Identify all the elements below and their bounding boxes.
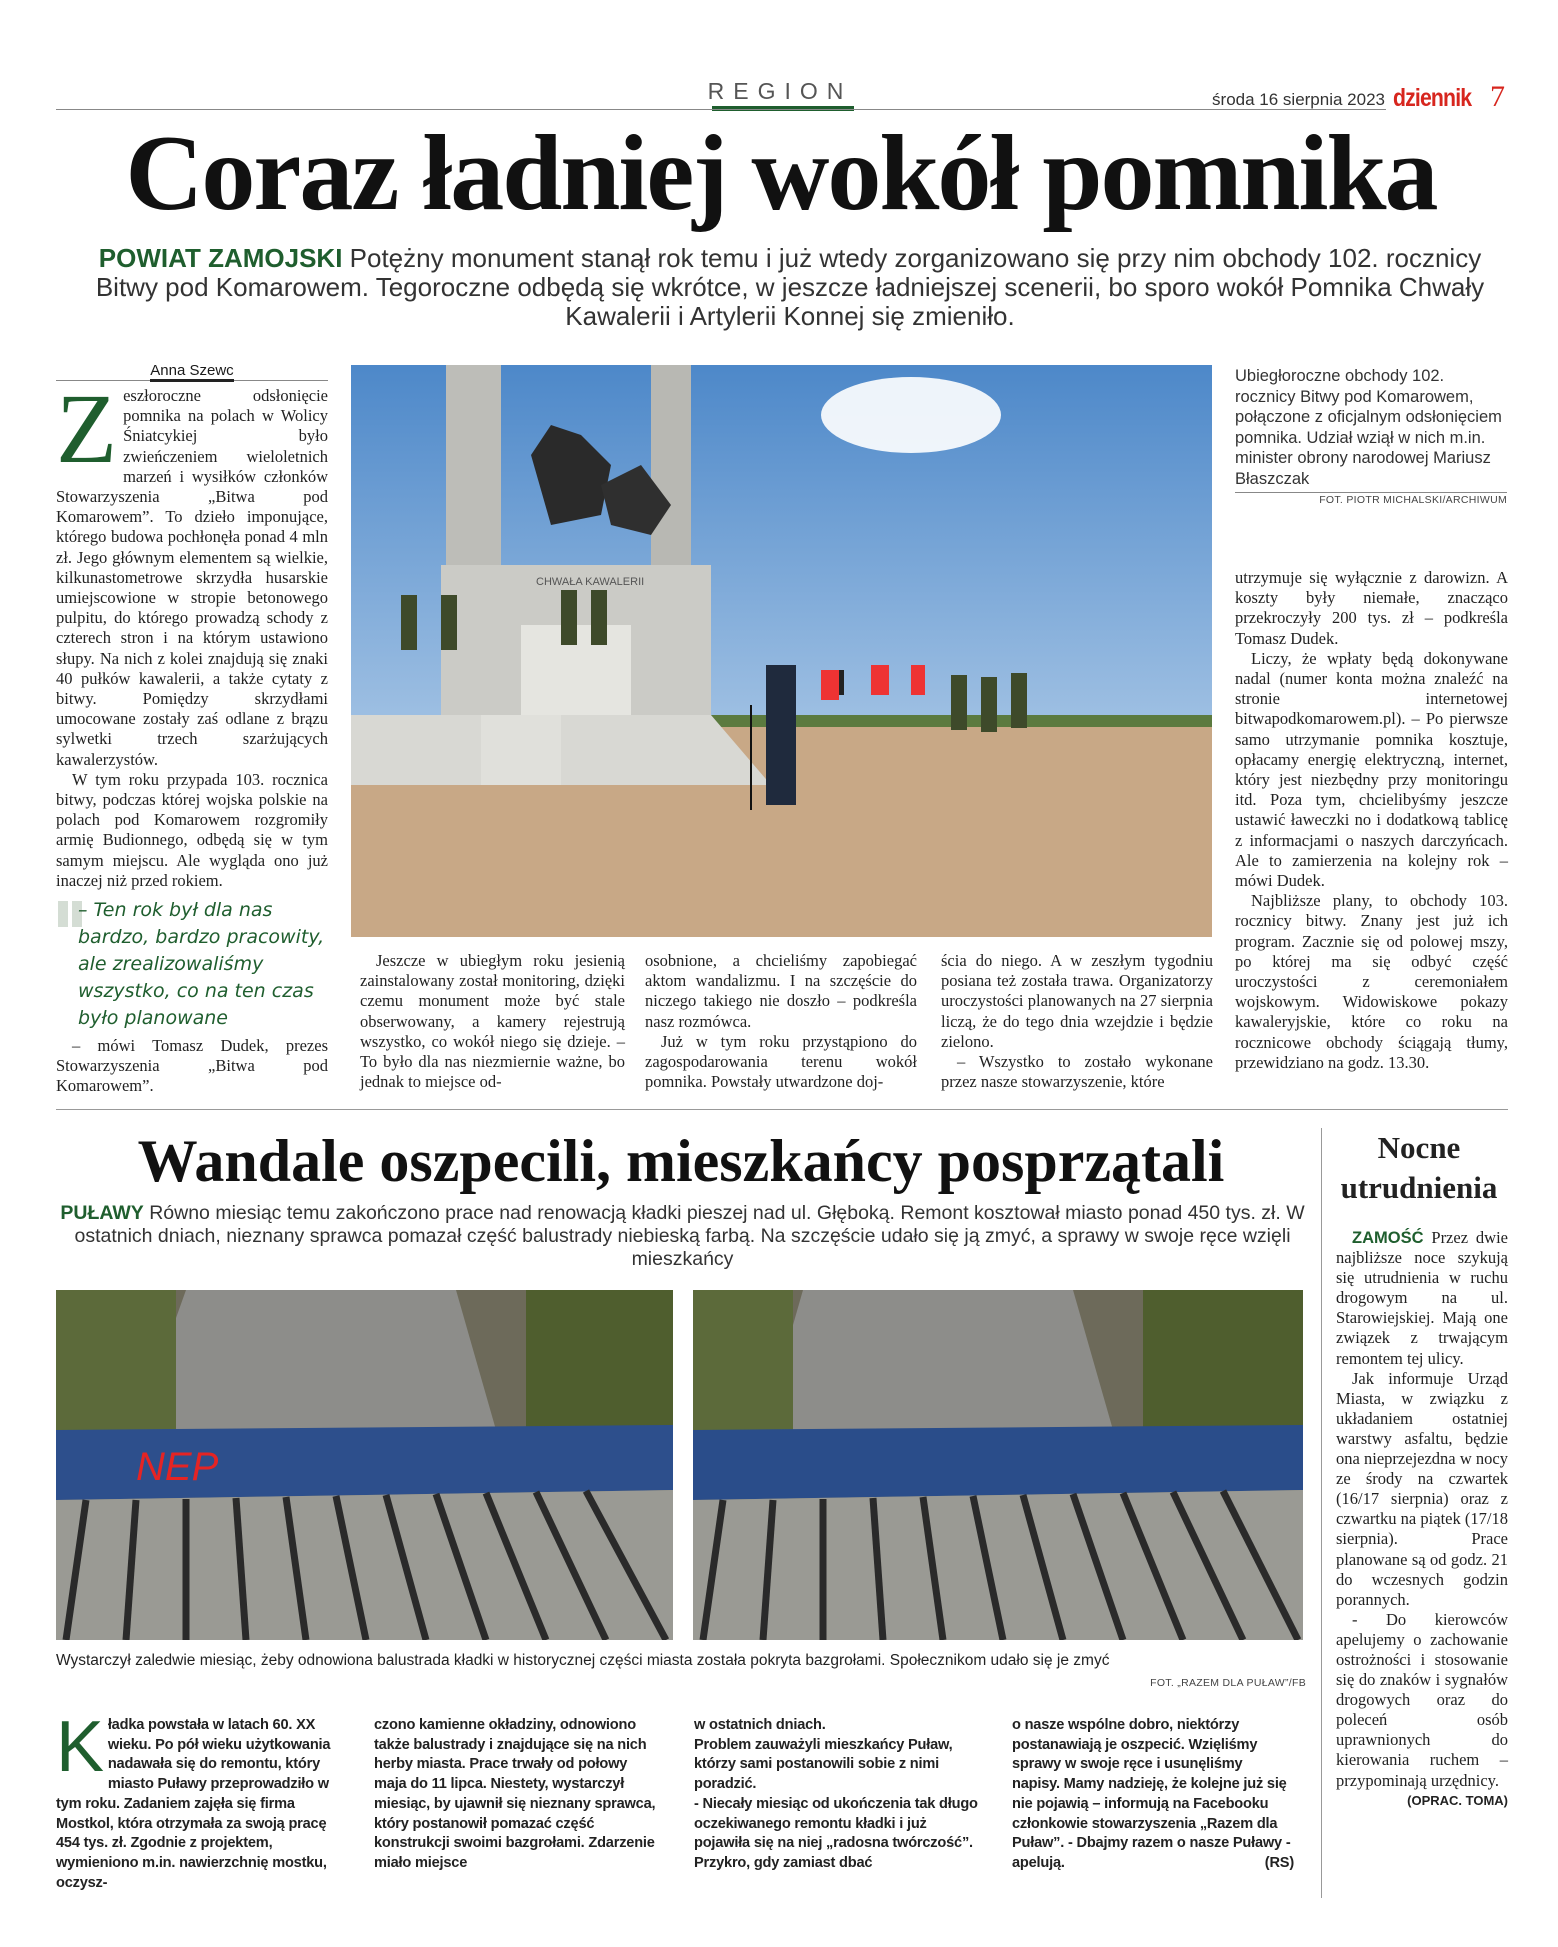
paragraph: Jeszcze w ubiegłym roku jesienią zainstalowany został monitoring, dzięki czemu monument może być stale obserwowany, a kamery rejestrują wszystko, co wokół niego się dzieje. – To było dla nas niezmiernie ważne, bo jednak to miejsce od- — [360, 951, 625, 1092]
paragraph: - Niecały miesiąc od ukończenia tak długo oczekiwanego remontu kładki i już pojawiła się na niej „radosna twórczość”. Przykro, gdy zamiast dbać — [694, 1795, 978, 1871]
paragraph: - Do kierowców apelujemy o zachowanie ostrożności i stosowanie się do znaków i sygnałów drogowych oraz do poleceń osób uprawnionych do kierowania ruchem – przypominają urzędnicy. — [1336, 1609, 1508, 1790]
photo-caption: Ubiegłoroczne obchody 102. rocznicy Bitwy pod Komarowem, połączone z oficjalnym odsłonięciem pomnika. Udział wziął w nich m.in. minister obrony narodowej Mariusz Błaszczak — [1235, 366, 1507, 493]
paragraph: eszłoroczne odsłonięcie pomnika na polach w Wolicy Śniatcykiej było zwieńczeniem wieloletnich marzeń i wysiłków członków Stowarzyszenia „Bitwa pod Komarowem”. To dzieło imponujące, którego budowa pochłonęła ponad 4 mln zł. Jego głównym elementem są wielkie, kilkunastometrowe skrzydła husarskie umiejscowione w stropie betonowego pulpitu, do którego prowadzą schody z czterech stron i na którym ustawiono słupy. Na nich z kolei znajdują się znaki 40 pułków kawalerii, a także cytaty z bitwy. Pomiędzy skrzydłami umocowane zostały zaś odlane z brązu sylwetki trzech szarżujących kawalerzystów. — [56, 386, 328, 769]
pull-quote-text: – Ten rok był dla nas bardzo, bardzo pracowity, ale zrealizowaliśmy wszystko, co na ten czas było planowane — [78, 899, 325, 1030]
author-signature: (OPRAC. TOMA) — [1407, 1792, 1508, 1808]
sidebar-article — [1336, 1228, 1508, 1811]
article-lede — [70, 244, 1510, 331]
paragraph: o nasze wspólne dobro, niektórzy postanawiają je oszpecić. Wzięliśmy sprawy w swoje ręce i usunęliśmy napisy. Mamy nadzieję, że kolejne już się nie pojawią – informują na Facebooku członkowie stowarzyszenia „Razem dla Puław”. - Dbajmy razem o nasze Puławy - apelują. — [1012, 1717, 1291, 1871]
quote-attribution: – mówi Tomasz Dudek, prezes Stowarzyszenia „Bitwa pod Komarowem”. — [56, 1036, 328, 1096]
article-column-2 — [374, 1716, 662, 1874]
article-column-1 — [56, 373, 328, 1097]
paragraph: w ostatnich dniach. — [694, 1717, 826, 1733]
paragraph: osobnione, a chcieliśmy zapobiegać aktom wandalizmu. I na szczęście do niczego takiego nie doszło – podkreśla nasz rozmówca. — [645, 951, 917, 1031]
pull-quote — [56, 897, 328, 1032]
lede-kicker: POWIAT ZAMOJSKI — [98, 243, 343, 273]
drop-cap: Z — [56, 373, 118, 484]
bridge-photo-before — [56, 1290, 673, 1640]
paragraph: utrzymuje się wyłącznie z darowizn. A koszty były niemałe, znacząco przekroczyły 200 tys. zł – podkreśla Tomasz Dudek. — [1235, 568, 1508, 648]
article-column-3 — [645, 951, 917, 1092]
sidebar-headline: Nocne utrudnienia — [1340, 1130, 1498, 1205]
section-divider — [56, 1109, 1508, 1110]
paragraph: Przez dwie najbliższe noce szykują się utrudnienia w ruchu drogowym na ul. Starowiejskiej. Mają one związek z trwającym remontem tej ulicy. — [1336, 1228, 1508, 1368]
paragraph: Problem zauważyli mieszkańcy Puław, którzy sami postanowili sobie z nimi poradzić. — [694, 1736, 953, 1793]
issue-date: środa 16 sierpnia 2023 — [1212, 90, 1385, 109]
paragraph: Jak informuje Urząd Miasta, w związku z układaniem ostatniej warstwy asfaltu, będzie ona nieprzejezdna w nocy ze środy na czwartek (16/17 sierpnia) oraz z czwartku na piątek (17/18 sierpnia). Prace planowane są od godz. 21 do wczesnych godzin porannych. — [1336, 1368, 1508, 1609]
article-column-3 — [694, 1716, 982, 1874]
author-name: Anna Szewc — [150, 362, 233, 382]
photo-caption-block — [1235, 366, 1507, 507]
monument-inscription: CHWAŁA KAWALERII — [536, 576, 645, 588]
photo-credit: FOT. „RAZEM DLA PUŁAW”/FB — [1150, 1677, 1306, 1689]
section-label: REGION — [707, 78, 853, 104]
article-column-2 — [360, 951, 625, 1092]
article-column-4 — [941, 951, 1213, 1092]
author-signature: (RS) — [1264, 1854, 1294, 1871]
page-number: 7 — [1490, 80, 1505, 113]
newspaper-logo: dziennik — [1393, 84, 1472, 112]
article-column-4 — [1012, 1716, 1294, 1874]
column-divider — [1321, 1128, 1322, 1898]
paragraph: – Wszystko to zostało wykonane przez nasze stowarzyszenie, które — [941, 1052, 1213, 1092]
monument-photo — [351, 365, 1212, 937]
lede-text: Potężny monument stanął rok temu i już wtedy zorganizowano się przy nim obchody 102. rocznicy Bitwy pod Komarowem. Tegoroczne odbędą się wkrótce, w jeszcze ładniejszej scenerii, bo sporo wokół Pomnika Chwały Kawalerii i Artylerii Konnej się zmieniło. — [95, 243, 1485, 331]
lede-kicker: PUŁAWY — [60, 1202, 144, 1224]
article-column-1 — [56, 1707, 344, 1893]
photo-caption: Wystarczył zaledwie miesiąc, żeby odnowiona balustrada kładki w historycznej części miasta została pokryta bazgrołami. Społecznikom udało się je zmyć — [56, 1652, 1110, 1669]
sidebar-kicker: ZAMOŚĆ — [1352, 1229, 1424, 1247]
article-lede — [60, 1202, 1305, 1271]
drop-cap: K — [56, 1707, 104, 1787]
paragraph: W tym roku przypada 103. rocznica bitwy, podczas której wojska polskie na polach pod Komarowem rozgromiły armię Budionnego, odbędą się w tym samym miejscu. Ale wygląda ono już inaczej niż przed rokiem. — [56, 769, 328, 890]
graffiti-text: NEP — [136, 1445, 219, 1489]
paragraph: ładka powstała w latach 60. XX wieku. Po pół wieku użytkowania nadawała się do remontu, który miasto Puławy przeprowadziło w tym roku. Zadaniem zajęła się firma Mostkol, która otrzymała za swoją pracę 454 tys. zł. Zgodnie z projektem, wymieniono m.in. nawierzchnię mostku, oczysz- — [56, 1717, 331, 1891]
photo-credit: FOT. PIOTR MICHALSKI/ARCHIWUM — [1319, 494, 1507, 506]
paragraph: Najbliższe plany, to obchody 103. rocznicy bitwy. Znany jest już ich program. Zacznie się od polowej mszy, po której ma się odbyć część uroczystości z ceremoniałem wojskowym. Widowiskowe pokazy kawaleryjskie, które co roku na rocznicowe obchody ściągają tłumy, przewidziano na godz. 13.30. — [1235, 891, 1508, 1072]
lede-text: Równo miesiąc temu zakończono prace nad renowacją kładki pieszej nad ul. Głęboką. Remont kosztował miasto ponad 450 tys. zł. W ostatnich dniach, nieznany sprawca pomazał część balustrady niebieską farbą. Na szczęście udało się ją zmyć, a sprawy w swoje ręce wzięli mieszkańcy — [74, 1202, 1305, 1270]
bridge-photo-after — [693, 1290, 1303, 1640]
article-headline: Wandale oszpecili, mieszkańcy posprzątali — [137, 1128, 1225, 1194]
article-column-5 — [1235, 568, 1508, 1073]
paragraph: czono kamienne okładziny, odnowiono także balustrady i znajdujące się na nich herby miasta. Prace trwały od połowy maja do 11 lipca. Niestety, wystarczył miesiąc, by ujawnił się nieznany sprawca, który postanowił pomazać część konstrukcji swoimi bazgrołami. Zdarzenie miało miejsce — [374, 1717, 656, 1871]
paragraph: Liczy, że wpłaty będą dokonywane nadal (numer konta można znaleźć na stronie internetowej bitwapodkomarowem.pl). – Po pierwsze samo utrzymanie pomnika kosztuje, opłacamy energię elektryczną, internet, który jest niezbędny przy monitoringu itd. Poza tym, chcielibyśmy jeszcze ustawić ławeczki no i dodatkową tablicę z informacjami o naszych darczyńcach. Ale to zamierzenia na kolejny rok – mówi Dudek. — [1235, 648, 1508, 891]
paragraph: Już w tym roku przystąpiono do zagospodarowania terenu wokół pomnika. Powstały utwardzone doj- — [645, 1031, 917, 1092]
paragraph: ścia do niego. A w zeszłym tygodniu posiana też została trawa. Organizatorzy uroczystości planowanych na 27 sierpnia liczą, że do tego dnia wzejdzie i będzie zielono. — [941, 951, 1213, 1051]
article-headline: Coraz ładniej wokół pomnika — [125, 114, 1437, 233]
